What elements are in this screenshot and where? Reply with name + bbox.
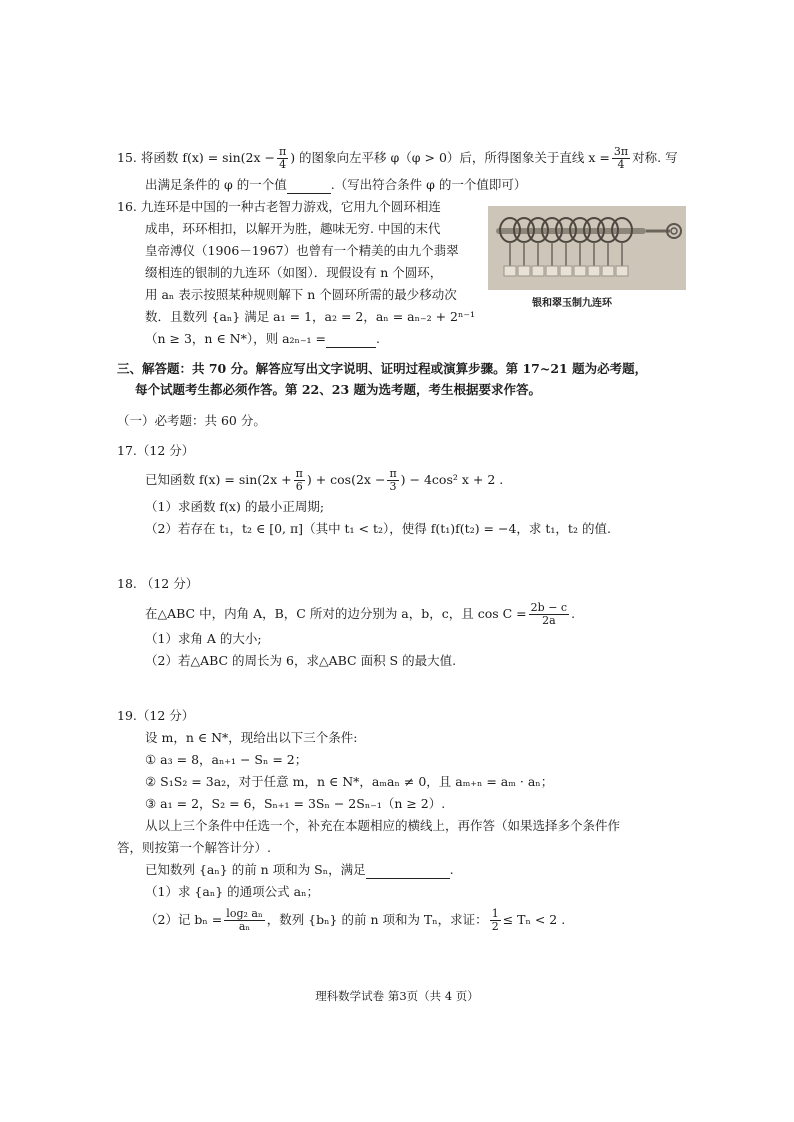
q15-line2: 出满足条件的 φ 的一个值 .（写出符合条件 φ 的一个值即可） — [145, 177, 527, 192]
q19-fraction-bn: $\frac{\text{log₂ aₙ}}{\text{aₙ}}$ — [226, 907, 263, 933]
section3-line2: 每个试题考生都必须作答。第 22、23 题为选考题，考生根据要求作答。 — [135, 382, 541, 397]
q19-line6: 答，则按第一个解答计分）. — [117, 840, 271, 855]
q16-line2: 成串，环环相扣，以解开为胜，趣味无穷. 中国的末代 — [145, 221, 441, 236]
q16-line4: 缀相连的银制的九连环（如图）．现假设有 n 个圆环， — [145, 265, 443, 280]
rings-illustration — [488, 206, 686, 290]
q19-condition-1: ① a₃ = 8，aₙ₊₁ − Sₙ = 2； — [145, 752, 308, 767]
q17-line2: （1）求函数 f(x) 的最小正周期; — [145, 499, 325, 514]
q17-line3: （2）若存在 t₁，t₂ ∈ [0, π]（其中 t₁ < t₂），使得 f(t₁)f(t₂) = −4，求 t₁，t₂ 的值. — [145, 521, 611, 536]
q16-line7: （n ≥ 3，n ∈ N*），则 a₂ₙ₋₁ = . — [145, 331, 380, 346]
q15-line1 — [117, 146, 678, 171]
q18-line1: 在△ABC 中，内角 A，B，C 所对的边分别为 a，b，c，且 cos C = $\frac{2b - c}{2a}$ . — [145, 601, 576, 627]
q16-line5: 用 aₙ 表示按照某种规则解下 n 个圆环所需的最少移动次 — [145, 287, 457, 302]
q17-line1: 已知函数 f(x) = sin(2x + $\frac{\pi}{6}$ ) + cos(2x − $\frac{\pi}{3}$ ) − 4cos² x + 2 . — [145, 467, 504, 493]
q19-line9: （2）记 bₙ = $\frac{\text{log₂ aₙ}}{\text{aₙ}}$ ，数列 {bₙ} 的前 n 项和为 Tₙ，求证： $\frac{1}{2}$ ≤ Tₙ < 2 . — [145, 907, 566, 933]
q15-fraction-pi4: $\frac{\pi}{4}$ — [278, 145, 287, 171]
q19-head: 19.（12 分） — [117, 708, 195, 723]
q15-text-a: 15. 将函数 f(x) = sin(2x − — [117, 150, 275, 165]
q19-line1: 设 m，n ∈ N*，现给出以下三个条件: — [145, 730, 358, 745]
q15-text-c: 对称. 写 — [632, 150, 678, 165]
page-footer: 理科数学试卷 第3页（共 4 页） — [315, 989, 479, 1003]
q19-line7: 已知数列 {aₙ} 的前 n 项和为 Sₙ，满足 . — [145, 862, 454, 877]
q18-fraction: $\frac{2b - c}{2a}$ — [530, 601, 568, 627]
q17-fraction-pi6: $\frac{\pi}{6}$ — [295, 467, 303, 493]
q19-fraction-half: $\frac{1}{2}$ — [491, 907, 499, 933]
q15-fraction-3pi4: $\frac{3\pi}{4}$ — [613, 145, 629, 171]
q15-answer-blank[interactable] — [287, 179, 331, 194]
q18-head: 18. （12 分） — [117, 576, 199, 591]
section3-line1: 三、解答题：共 70 分。解答应写出文字说明、证明过程或演算步骤。第 17~21 题为必考题， — [117, 361, 648, 376]
q16-answer-blank[interactable] — [326, 333, 376, 348]
q19-condition-3: ③ a₁ = 2，S₂ = 6，Sₙ₊₁ = 3Sₙ − 2Sₙ₋₁（n ≥ 2）. — [145, 796, 446, 811]
q17-fraction-pi3: $\frac{\pi}{3}$ — [389, 467, 397, 493]
q16-line1: 16. 九连环是中国的一种古老智力游戏，它用九个圆环相连 — [117, 199, 441, 214]
q19-condition-blank[interactable] — [366, 864, 450, 879]
q16-line3: 皇帝溥仪（1906－1967）也曾有一个精美的由九个翡翠 — [145, 243, 459, 258]
q19-line8: （1）求 {aₙ} 的通项公式 aₙ； — [145, 884, 319, 899]
nine-linked-rings-photo — [488, 206, 686, 290]
section3-line3: （一）必考题：共 60 分。 — [117, 413, 266, 428]
q19-line5: 从以上三个条件中任选一个，补充在本题相应的横线上，再作答（如果选择多个条件作 — [145, 818, 621, 833]
q17-head: 17.（12 分） — [117, 443, 195, 458]
q16-line6: 数．且数列 {aₙ} 满足 a₁ = 1，a₂ = 2，aₙ = aₙ₋₂ + 2ⁿ⁻¹ — [145, 309, 475, 324]
q19-condition-2: ② S₁S₂ = 3a₂，对于任意 m，n ∈ N*，aₘaₙ ≠ 0，且 aₘ₊ₙ = aₘ · aₙ； — [145, 774, 554, 789]
q18-line3: （2）若△ABC 的周长为 6，求△ABC 面积 S 的最大值. — [145, 653, 457, 668]
photo-caption: 银和翠玉制九连环 — [532, 298, 612, 309]
q15-text-b: ) 的图象向左平移 φ（φ > 0）后，所得图象关于直线 x = — [290, 150, 610, 165]
q18-line2: （1）求角 A 的大小; — [145, 631, 262, 646]
